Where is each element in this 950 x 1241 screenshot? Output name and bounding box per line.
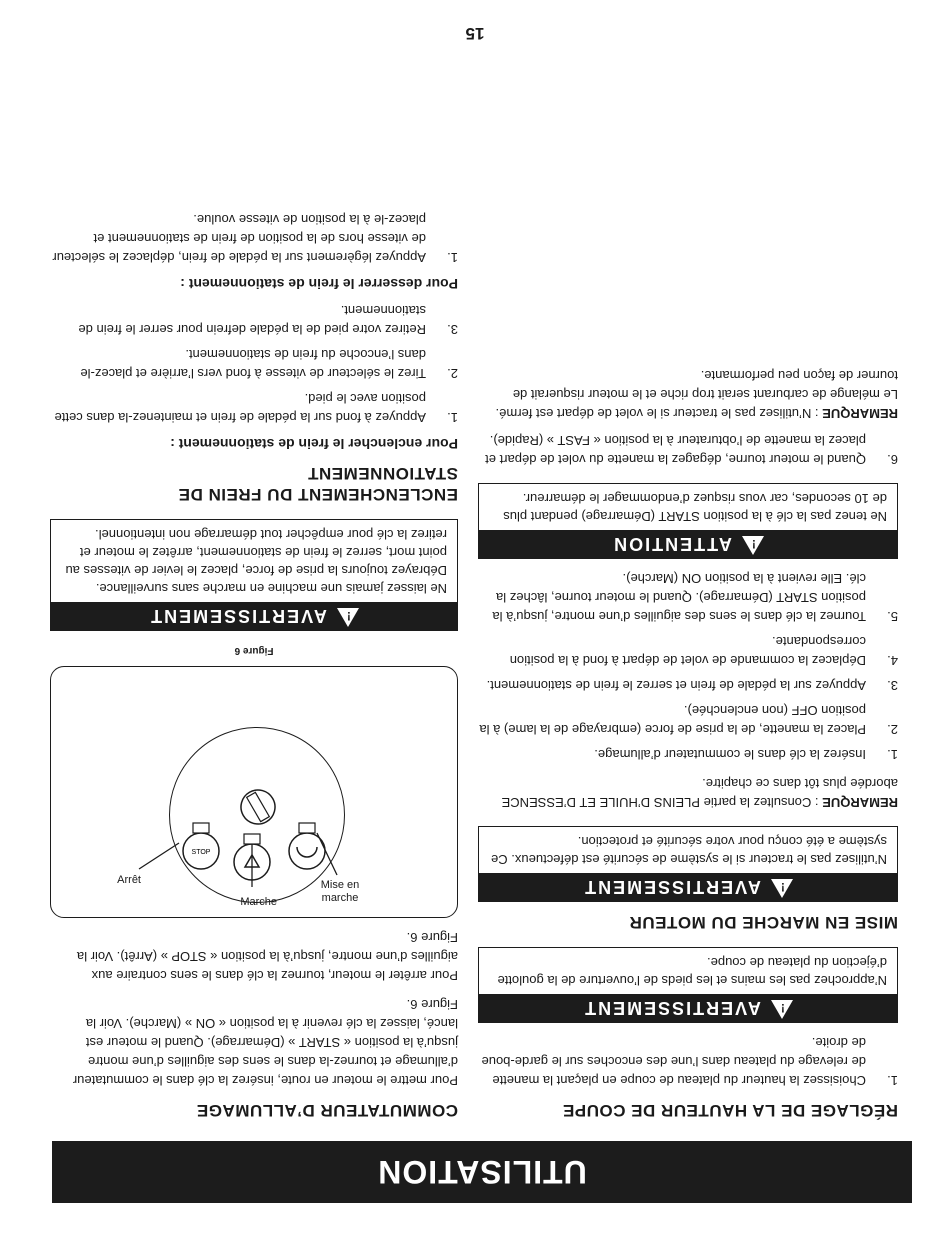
warning-icon (337, 608, 359, 627)
warning-icon (742, 536, 764, 555)
warning-icon (771, 1000, 793, 1019)
release-brake-subheading: Pour desserrer le frein de stationnement : (180, 276, 458, 292)
engage-brake-steps (50, 301, 458, 427)
warning-box-safety (478, 826, 898, 902)
list-item: 1. Choisissez la hauteur du plateau de coupe en plaçant la manette de relevage du plateau dans l’une des encoches sur le garde-boue de droite. (481, 1035, 898, 1088)
list-item: 1. Insérez la clé dans le commutateur d’allumage. (594, 747, 898, 762)
warning-text: N’approchez pas les mains et les pieds de l’ouverture de la goulotte d’éjection du plateau de coupe. (497, 955, 887, 988)
list-item: 5. Tournez la clé dans le sens des aiguilles d’une montre, jusqu’à la position START (Démarrage). Quand le moteur tourne, lâchez la clé. Elle revient à la position ON (Marche). (492, 571, 898, 624)
warning-header: !AVERTISSEMENT (51, 602, 457, 630)
engine-start-steps (478, 569, 898, 764)
note-oil-fuel: REMARQUE : Consultez la partie PLEINS D’HUILE ET D’ESSENCE abordée plus tôt dans ce chapitre. (501, 776, 898, 810)
keyhole-icon (235, 784, 281, 830)
warning-icon (771, 879, 793, 898)
list-item: 3. Retirez votre pied de la pédale defrein pour serrer le frein de stationnement. (78, 303, 458, 337)
warning-text: N’utilisez pas le tracteur si le système de sécurité est défectueux. Ce système a été conçu pour votre sécurité et protection. (491, 834, 887, 867)
warning-header: !AVERTISSEMENT (479, 873, 897, 901)
cut-height-steps (478, 1033, 898, 1090)
label-stop: Arrêt (117, 874, 141, 886)
parking-brake-heading: ENCLENCHEMENT DU FREIN DE STATIONNEMENT (178, 464, 458, 504)
warning-box-chute (478, 947, 898, 1023)
list-item: 6. Quand le moteur tourne, dégagez la manette du volet de départ et placez la manette de l’obturateur à la position « FAST » (Rapide). (485, 433, 898, 467)
list-item: 2. Placez la manette, de la prise de force (embrayage de la lame) à la position OFF (non enclenchée). (479, 703, 898, 737)
warning-text: Ne laissez jamais une machine en marche sans surveillance. Débrayez toujours la prise de force, placez le levier de vitesses au point mort, serrez le frein de stationnement, arrêtez le moteur et retirez la clé pour empêcher tout démarrage non intentionnel. (65, 527, 447, 596)
label-run: Marche (240, 896, 277, 908)
section-banner: UTILISATION (52, 1141, 912, 1203)
warning-header: !AVERTISSEMENT (479, 994, 897, 1022)
engine-start-steps-continued (478, 431, 898, 469)
ignition-diagram (49, 667, 457, 917)
page-number: 15 (465, 24, 485, 43)
list-item: 3. Appuyez sur la pédale de frein et serrez le frein de stationnement. (486, 678, 898, 693)
note-choke: REMARQUE : N’utilisez pas le tracteur si le volet de départ est fermé. Le mélange de carburant serait trop riche et le moteur risquerait de tourner de façon peu performante. (495, 368, 898, 421)
warning-box-unattended (50, 519, 458, 631)
list-item: 2. Tirez le sélecteur de vitesse à fond vers l’arrière et placez-le dans l’encoche du frein de stationnement. (80, 347, 458, 381)
left-column (478, 356, 898, 1121)
engine-start-heading: MISE EN MARCHE DU MOTEUR (629, 913, 898, 932)
engage-brake-subheading: Pour enclencher le frein de stationnement : (170, 436, 458, 452)
caution-header: !ATTENTION (479, 530, 897, 558)
figure-caption: Figure 6 (234, 645, 274, 656)
ignition-paragraph-stop: Pour arrêter le moteur, tournez la clé dans le sens contraire aux aiguilles d’une montre, jusqu’à la position « STOP » (Arrêt). Voir la Figure 6. (76, 930, 458, 983)
right-column (50, 202, 458, 1121)
ignition-paragraph-start: Pour mettre le moteur en route, insérez la clé dans le commutateur d’allumage et tournez-la dans le sens des aiguilles d’une montre jusqu’à la position « START » (Démarrage). Quand le moteur est lancé, laissez la clé revenir à la position « ON » (Marche). Voir la Figure 6. (72, 997, 458, 1088)
figure-6-ignition-switch (50, 666, 458, 918)
caution-text: Ne tenez pas la clé à la position START (Démarrage) pendant plus de 10 secondes, car vous risquez d’endommager le démarreur. (503, 491, 887, 524)
caution-box (478, 483, 898, 559)
cut-height-heading: RÉGLAGE DE LA HAUTEUR DE COUPE (562, 1101, 898, 1120)
label-start: Mise en marche (320, 879, 360, 904)
svg-text:STOP: STOP (191, 849, 211, 856)
ignition-heading: COMMUTATEUR D’ALLUMAGE (196, 1101, 458, 1120)
stop-position-icon (183, 823, 219, 869)
list-item: 1. Appuyez légèrement sur la pédale de frein, déplacez le sélecteur de vitesse hors de la position de frein de stationnement et placez-le à la position de vitesse voulue. (52, 212, 458, 265)
start-position-icon (289, 823, 325, 869)
release-brake-steps (50, 210, 458, 267)
list-item: 1. Appuyez à fond sur la pédale de frein et maintenez-la dans cette position avec le pied. (54, 391, 458, 425)
list-item: 4. Déplacez la commande de volet de départ à fond à la position correspondante. (509, 634, 898, 668)
